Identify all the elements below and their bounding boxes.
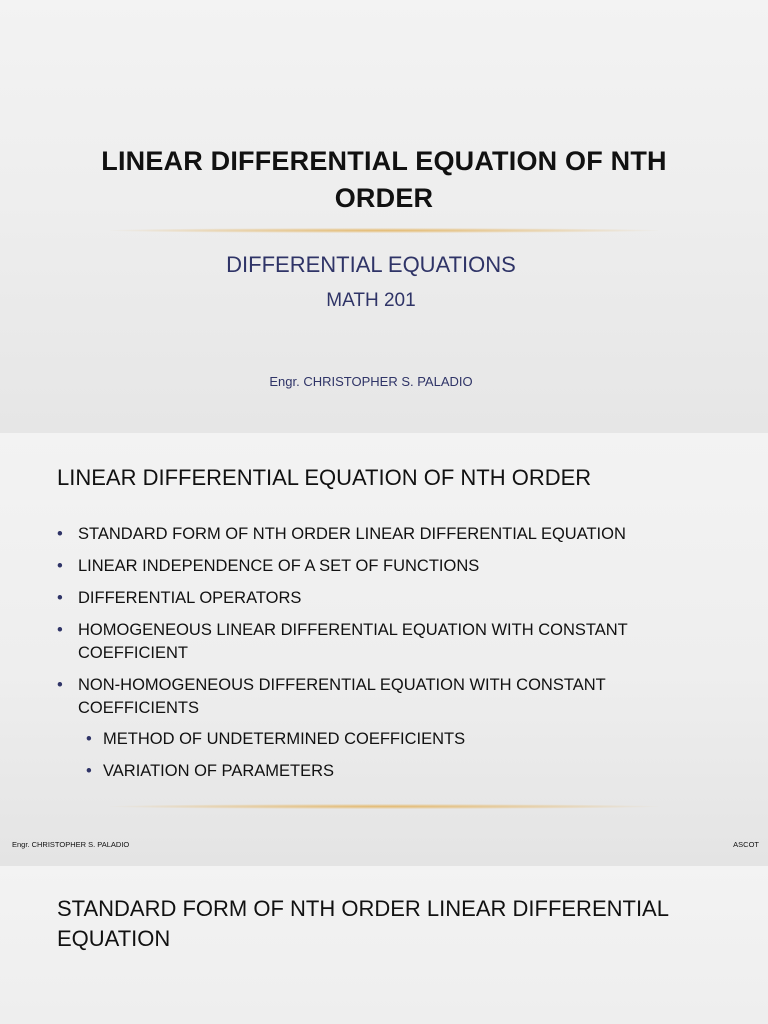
bullet-icon: • [86,730,92,748]
footer-author: Engr. CHRISTOPHER S. PALADIO [12,840,130,849]
slide-heading: LINEAR DIFFERENTIAL EQUATION OF NTH ORDER [57,465,592,490]
bullet-icon: • [86,762,92,780]
sub-bullet-text: METHOD OF UNDETERMINED COEFFICIENTS [103,730,466,748]
footer-institution: ASCOT [733,840,759,849]
bullet-icon: • [57,589,63,607]
sub-bullet-item [78,760,697,783]
bullet-text: LINEAR INDEPENDENCE OF A SET OF FUNCTIONS [78,557,480,575]
bullet-item [57,619,697,665]
slide-heading: STANDARD FORM OF NTH ORDER LINEAR DIFFERENTIAL EQUATION [57,896,669,951]
bullet-icon: • [57,676,63,694]
bullet-item [57,555,697,578]
sub-bullet-list [78,728,697,783]
bullet-text: STANDARD FORM OF NTH ORDER LINEAR DIFFERENTIAL EQUATION [78,525,626,543]
gold-divider [110,228,658,233]
bullet-item [57,587,697,610]
standard-form-slide [0,866,768,1024]
bullet-list [57,523,697,792]
bullet-icon: • [57,525,63,543]
gold-divider [110,804,658,809]
bullet-icon: • [57,621,63,639]
bullet-text: HOMOGENEOUS LINEAR DIFFERENTIAL EQUATION WITH CONSTANT COEFFICIENT [78,621,628,662]
sub-bullet-text: VARIATION OF PARAMETERS [103,762,335,780]
bullet-item [57,523,697,546]
course-code: MATH 201 [326,290,416,311]
slide-subtitle: DIFFERENTIAL EQUATIONS [226,252,516,277]
bullet-text: DIFFERENTIAL OPERATORS [78,589,302,607]
sub-bullet-item [78,728,697,751]
bullet-text: NON-HOMOGENEOUS DIFFERENTIAL EQUATION WITH CONSTANT COEFFICIENTS [78,676,606,717]
author-name: Engr. CHRISTOPHER S. PALADIO [269,374,473,389]
outline-slide [0,433,768,866]
slide-title: LINEAR DIFFERENTIAL EQUATION OF NTH ORDER [101,146,667,213]
bullet-item [57,674,697,783]
bullet-icon: • [57,557,63,575]
title-slide [0,0,768,433]
